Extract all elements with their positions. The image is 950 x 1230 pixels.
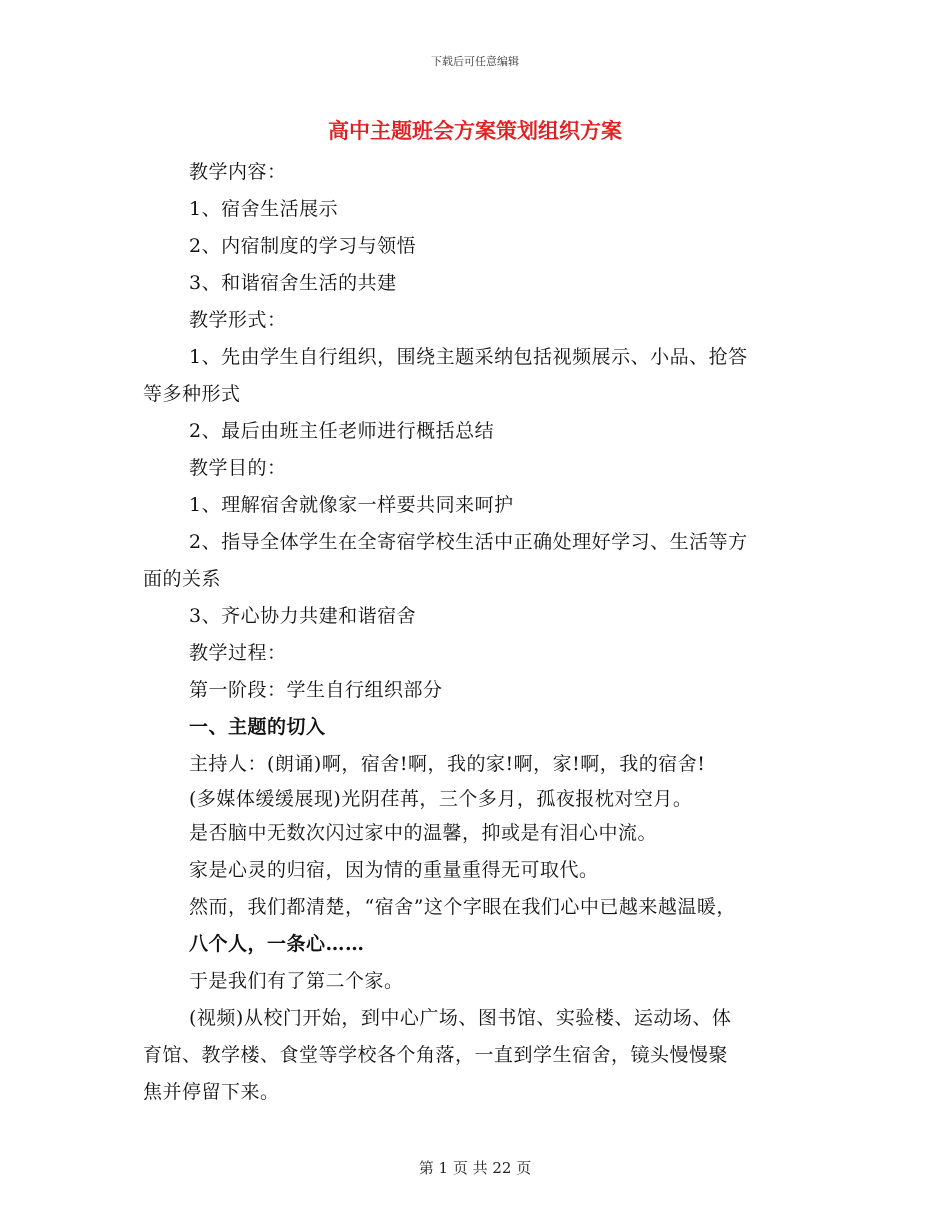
paragraph-line: 2、最后由班主任老师进行概括总结 (189, 420, 495, 442)
bold-line: 八个人，一条心…… (189, 933, 365, 955)
section-heading-goal: 教学目的： (189, 457, 287, 479)
paragraph-line: 1、理解宿舍就像家一样要共同来呵护 (189, 494, 514, 516)
paragraph-line: 等多种形式 (143, 383, 241, 405)
paragraph-line: (多媒体缓缓展现)光阴荏苒，三个多月，孤夜报枕对空月。 (189, 788, 693, 810)
document-title: 高中主题班会方案策划组织方案 (328, 118, 622, 143)
document-body (143, 154, 813, 1111)
paragraph-line: 2、指导全体学生在全寄宿学校生活中正确处理好学习、生活等方 (189, 531, 748, 553)
paragraph-line: 2、内宿制度的学习与领悟 (189, 235, 417, 257)
paragraph-line: 家是心灵的归宿，因为情的重量重得无可取代。 (189, 859, 599, 881)
page-number: 第 1 页 共 22 页 (418, 1159, 532, 1177)
subsection-heading: 一、主题的切入 (189, 716, 326, 738)
paragraph-line: 主持人：(朗诵)啊，宿舍!啊，我的家!啊，家!啊，我的宿舍! (189, 753, 706, 775)
paragraph-line: 1、宿舍生活展示 (189, 198, 339, 220)
section-heading-form: 教学形式： (189, 309, 287, 331)
paragraph-line: 是否脑中无数次闪过家中的温馨，抑或是有泪心中流。 (189, 822, 658, 844)
paragraph-line: 3、和谐宿舍生活的共建 (189, 272, 397, 294)
paragraph-line: 面的关系 (143, 568, 222, 590)
paragraph-line: 于是我们有了第二个家。 (189, 970, 404, 992)
paragraph-line: 第一阶段：学生自行组织部分 (189, 679, 443, 701)
section-heading-content: 教学内容： (189, 161, 287, 183)
paragraph-line: 育馆、教学楼、食堂等学校各个角落，一直到学生宿舍，镜头慢慢聚 (143, 1044, 729, 1066)
section-heading-process: 教学过程： (189, 642, 287, 664)
paragraph-line: 焦并停留下来。 (143, 1081, 280, 1103)
paragraph-line: (视频)从校门开始，到中心广场、图书馆、实验楼、运动场、体 (189, 1007, 732, 1029)
page-header-note: 下载后可任意编辑 (431, 55, 519, 68)
paragraph-line: 3、齐心协力共建和谐宿舍 (189, 605, 417, 627)
paragraph-line: 1、先由学生自行组织，围绕主题采纳包括视频展示、小品、抢答 (189, 346, 748, 368)
paragraph-line: 然而，我们都清楚，“宿舍”这个字眼在我们心中已越来越温暖， (189, 896, 736, 918)
